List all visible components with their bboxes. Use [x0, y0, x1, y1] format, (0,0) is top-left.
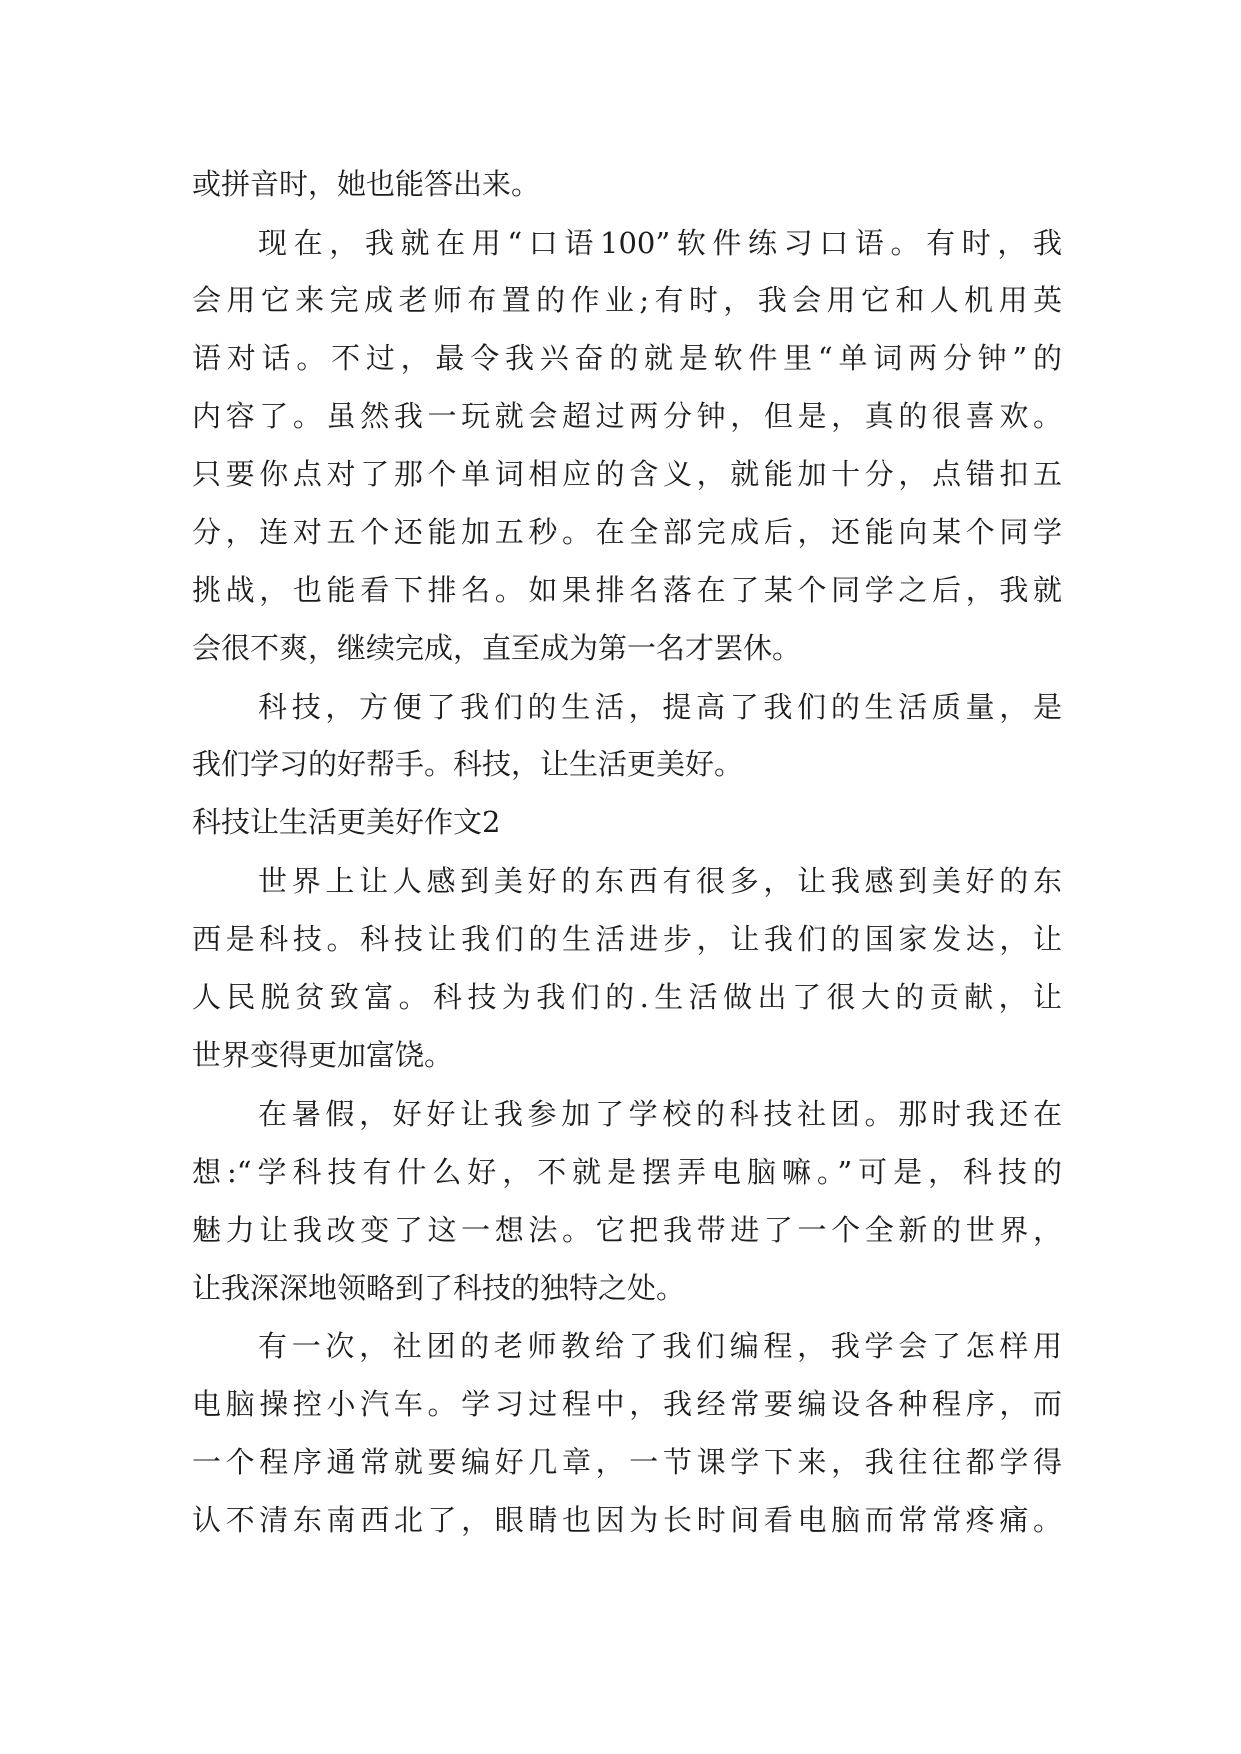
text-line: 或拼音时，她也能答出来。 [192, 167, 541, 201]
text-line: 魅力让我改变了这一想法。它把我带进了一个全新的世界， [192, 1213, 1062, 1247]
text-line: 让我深深地领略到了科技的独特之处。 [192, 1271, 686, 1305]
text-line: 会用它来完成老师布置的作业;有时，我会用它和人机用英 [192, 283, 1062, 317]
section-heading: 科技让生活更美好作文2 [192, 805, 501, 839]
text-line: 西是科技。科技让我们的生活进步，让我们的国家发达，让 [192, 922, 1062, 956]
text-line: 世界变得更加富饶。 [192, 1038, 454, 1072]
text-line: 电脑操控小汽车。学习过程中，我经常要编设各种程序，而 [192, 1387, 1062, 1421]
paragraph-first-line: 世界上让人感到美好的东西有很多，让我感到美好的东 [258, 864, 1062, 898]
text-line: 一个程序通常就要编好几章，一节课学下来，我往往都学得 [192, 1445, 1062, 1479]
text-line: 语对话。不过，最令我兴奋的就是软件里“单词两分钟”的 [192, 341, 1062, 375]
text-line: 认不清东南西北了，眼睛也因为长时间看电脑而常常疼痛。 [192, 1503, 1062, 1537]
paragraph-first-line: 在暑假，好好让我参加了学校的科技社团。那时我还在 [258, 1097, 1062, 1131]
text-line: 分，连对五个还能加五秒。在全部完成后，还能向某个同学 [192, 515, 1062, 549]
text-line: 想:“学科技有什么好，不就是摆弄电脑嘛。”可是，科技的 [192, 1155, 1062, 1189]
text-line: 只要你点对了那个单词相应的含义，就能加十分，点错扣五 [192, 457, 1062, 491]
text-line: 挑战，也能看下排名。如果排名落在了某个同学之后，我就 [192, 573, 1062, 607]
paragraph-first-line: 科技，方便了我们的生活，提高了我们的生活质量，是 [258, 690, 1062, 724]
paragraph-first-line: 现在，我就在用“口语100”软件练习口语。有时，我 [258, 226, 1062, 260]
text-line: 人民脱贫致富。科技为我们的.生活做出了很大的贡献，让 [192, 980, 1062, 1014]
paragraph-first-line: 有一次，社团的老师教给了我们编程，我学会了怎样用 [258, 1329, 1062, 1363]
text-line: 我们学习的好帮手。科技，让生活更美好。 [192, 747, 744, 781]
text-line: 内容了。虽然我一玩就会超过两分钟，但是，真的很喜欢。 [192, 399, 1062, 433]
text-line: 会很不爽，继续完成，直至成为第一名才罢休。 [192, 631, 802, 665]
